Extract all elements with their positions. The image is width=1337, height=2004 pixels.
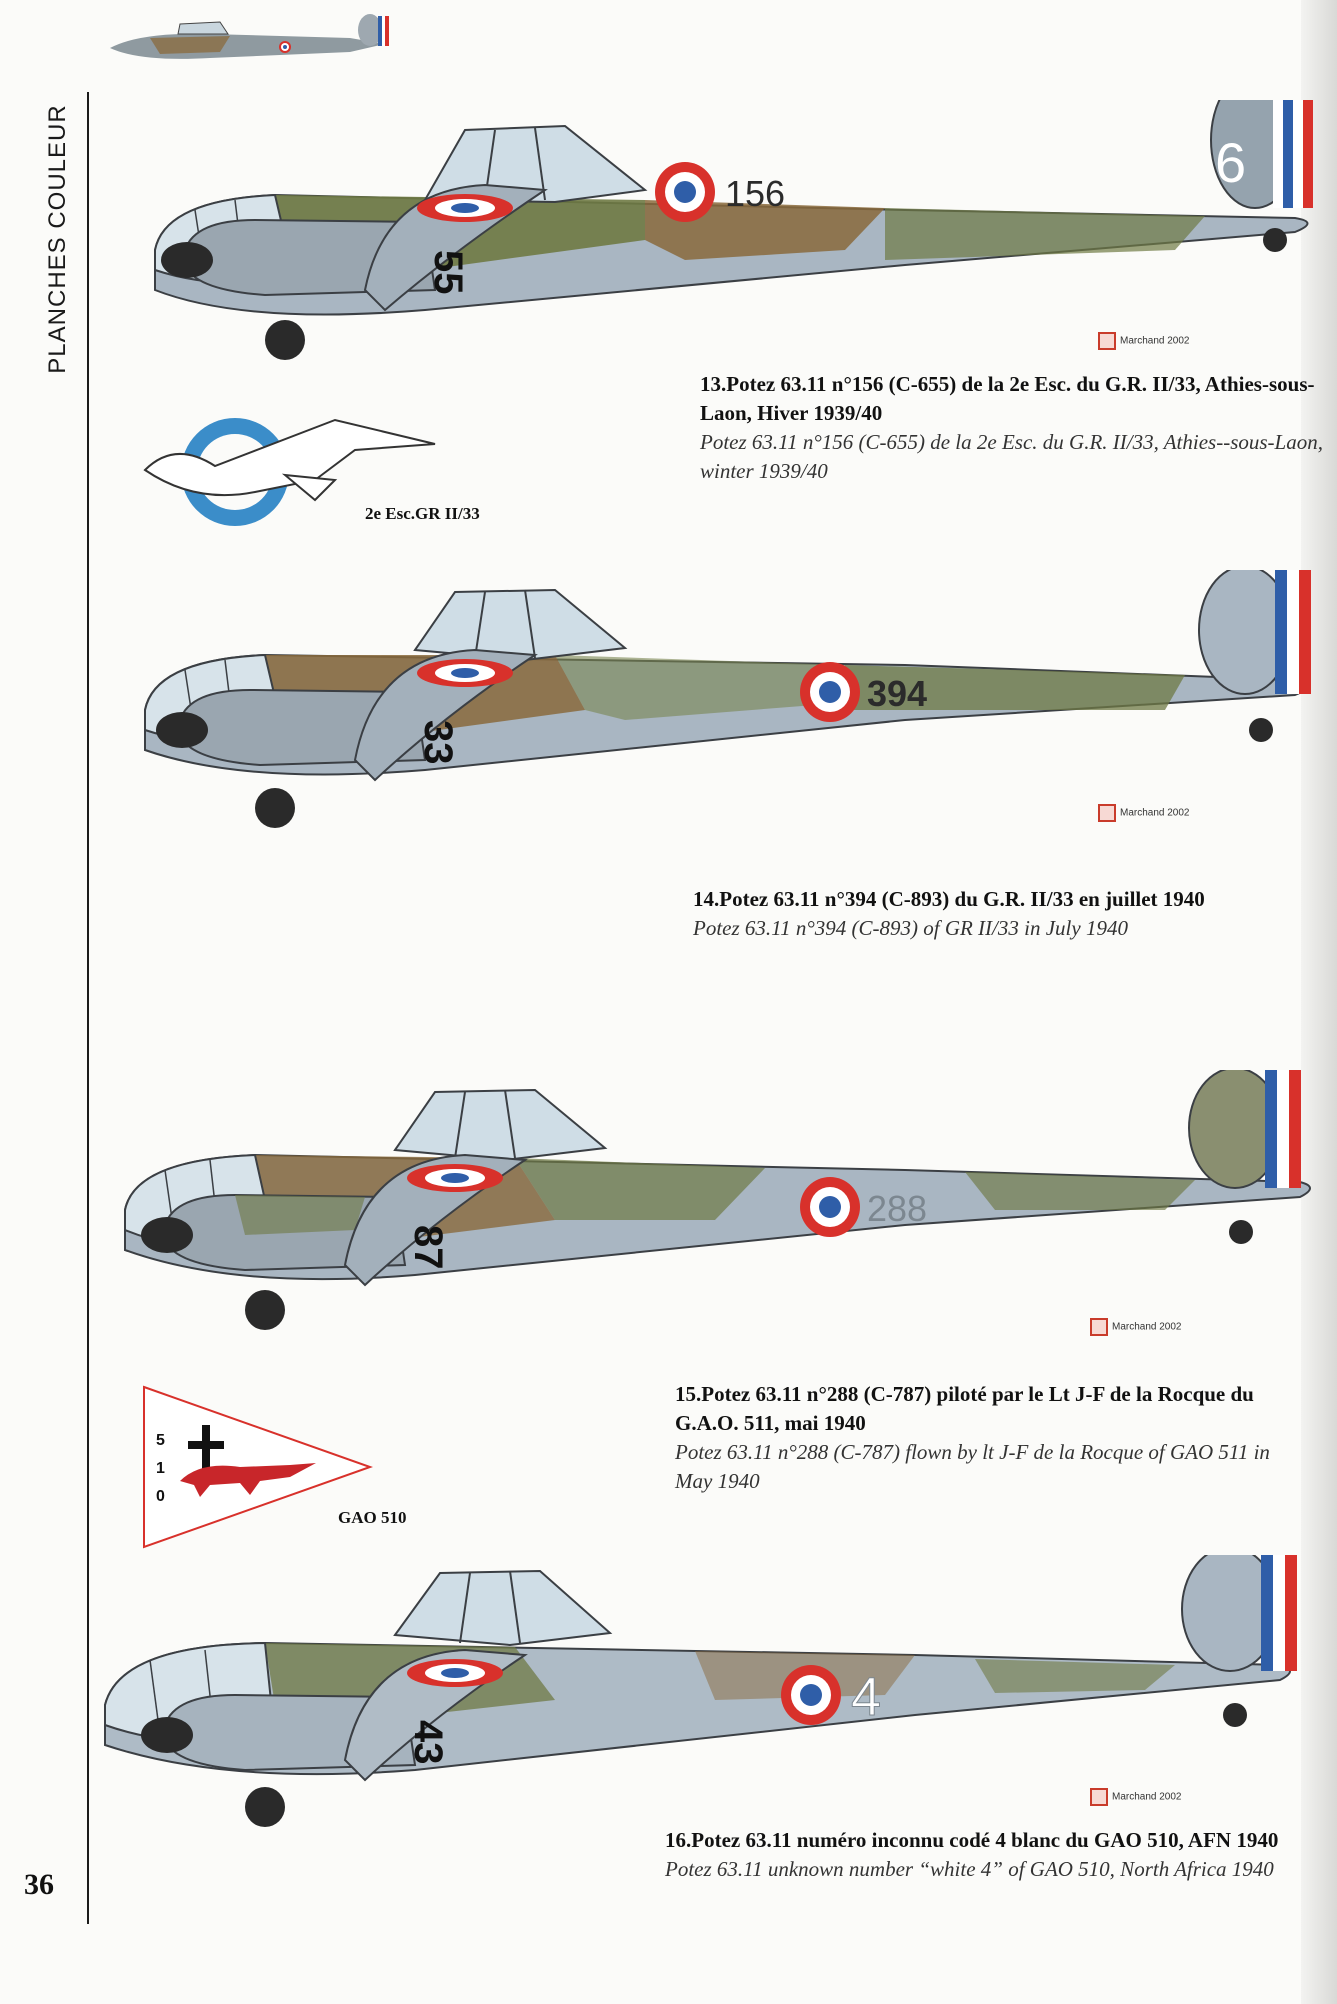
aircraft-illustration-15 xyxy=(115,1070,1335,1350)
fuselage-code-16: 4 xyxy=(851,1667,882,1727)
artist-signature-13: Marchand 2002 xyxy=(1098,332,1190,350)
caption-13-english: Potez 63.11 n°156 (C-655) de la 2e Esc. du G.R. II/33, Athies--sous-Laon, winter 1939/40 xyxy=(700,430,1323,483)
artist-seal-icon xyxy=(1090,1318,1108,1336)
tail-code-13: 6 xyxy=(1215,131,1247,194)
section-title xyxy=(26,90,86,390)
caption-14 xyxy=(693,885,1323,943)
nacelle-code-16: 43 xyxy=(406,1720,450,1765)
page-number: 36 xyxy=(24,1868,54,1901)
pennant-digit: 5 xyxy=(156,1432,165,1449)
artist-seal-icon xyxy=(1098,804,1116,822)
insignia-label-gao-510: GAO 510 xyxy=(338,1508,407,1527)
caption-16-french: 16.Potez 63.11 numéro inconnu codé 4 blanc du GAO 510, AFN 1940 xyxy=(665,1828,1279,1852)
caption-15 xyxy=(675,1380,1305,1496)
margin-rule xyxy=(87,92,89,1924)
nacelle-code-15: 87 xyxy=(406,1225,450,1270)
pennant-digit: 1 xyxy=(156,1460,165,1477)
fuselage-code-14: 394 xyxy=(867,673,928,714)
caption-13 xyxy=(700,370,1325,486)
caption-16 xyxy=(665,1826,1295,1884)
artist-seal-icon xyxy=(1090,1788,1108,1806)
artist-signature-15: Marchand 2002 xyxy=(1090,1318,1182,1336)
insignia-label-2e-esc: 2e Esc.GR II/33 xyxy=(365,504,480,523)
caption-15-english: Potez 63.11 n°288 (C-787) flown by lt J-F de la Rocque of GAO 511 in May 1940 xyxy=(675,1440,1270,1493)
pennant-digit: 0 xyxy=(156,1488,165,1505)
nacelle-code-13: 55 xyxy=(426,250,470,295)
artist-signature-16: Marchand 2002 xyxy=(1090,1788,1182,1806)
caption-13-french: 13.Potez 63.11 n°156 (C-655) de la 2e Esc. du G.R. II/33, Athies-sous-Laon, Hiver 1939/40 xyxy=(700,372,1315,425)
thumbnail-aircraft-illustration xyxy=(100,8,400,80)
fuselage-code-13: 156 xyxy=(725,173,786,214)
fuselage-code-15: 288 xyxy=(867,1188,928,1229)
caption-14-french: 14.Potez 63.11 n°394 (C-893) du G.R. II/33 en juillet 1940 xyxy=(693,887,1205,911)
artist-seal-icon xyxy=(1098,332,1116,350)
caption-16-english: Potez 63.11 unknown number “white 4” of GAO 510, North Africa 1940 xyxy=(665,1857,1274,1881)
caption-15-french: 15.Potez 63.11 n°288 (C-787) piloté par le Lt J-F de la Rocque du G.A.O. 511, mai 1940 xyxy=(675,1382,1254,1435)
caption-14-english: Potez 63.11 n°394 (C-893) of GR II/33 in July 1940 xyxy=(693,916,1128,940)
artist-signature-14: Marchand 2002 xyxy=(1098,804,1190,822)
section-title-text: PLANCHES COULEUR xyxy=(44,104,71,374)
nacelle-code-14: 33 xyxy=(416,720,460,765)
